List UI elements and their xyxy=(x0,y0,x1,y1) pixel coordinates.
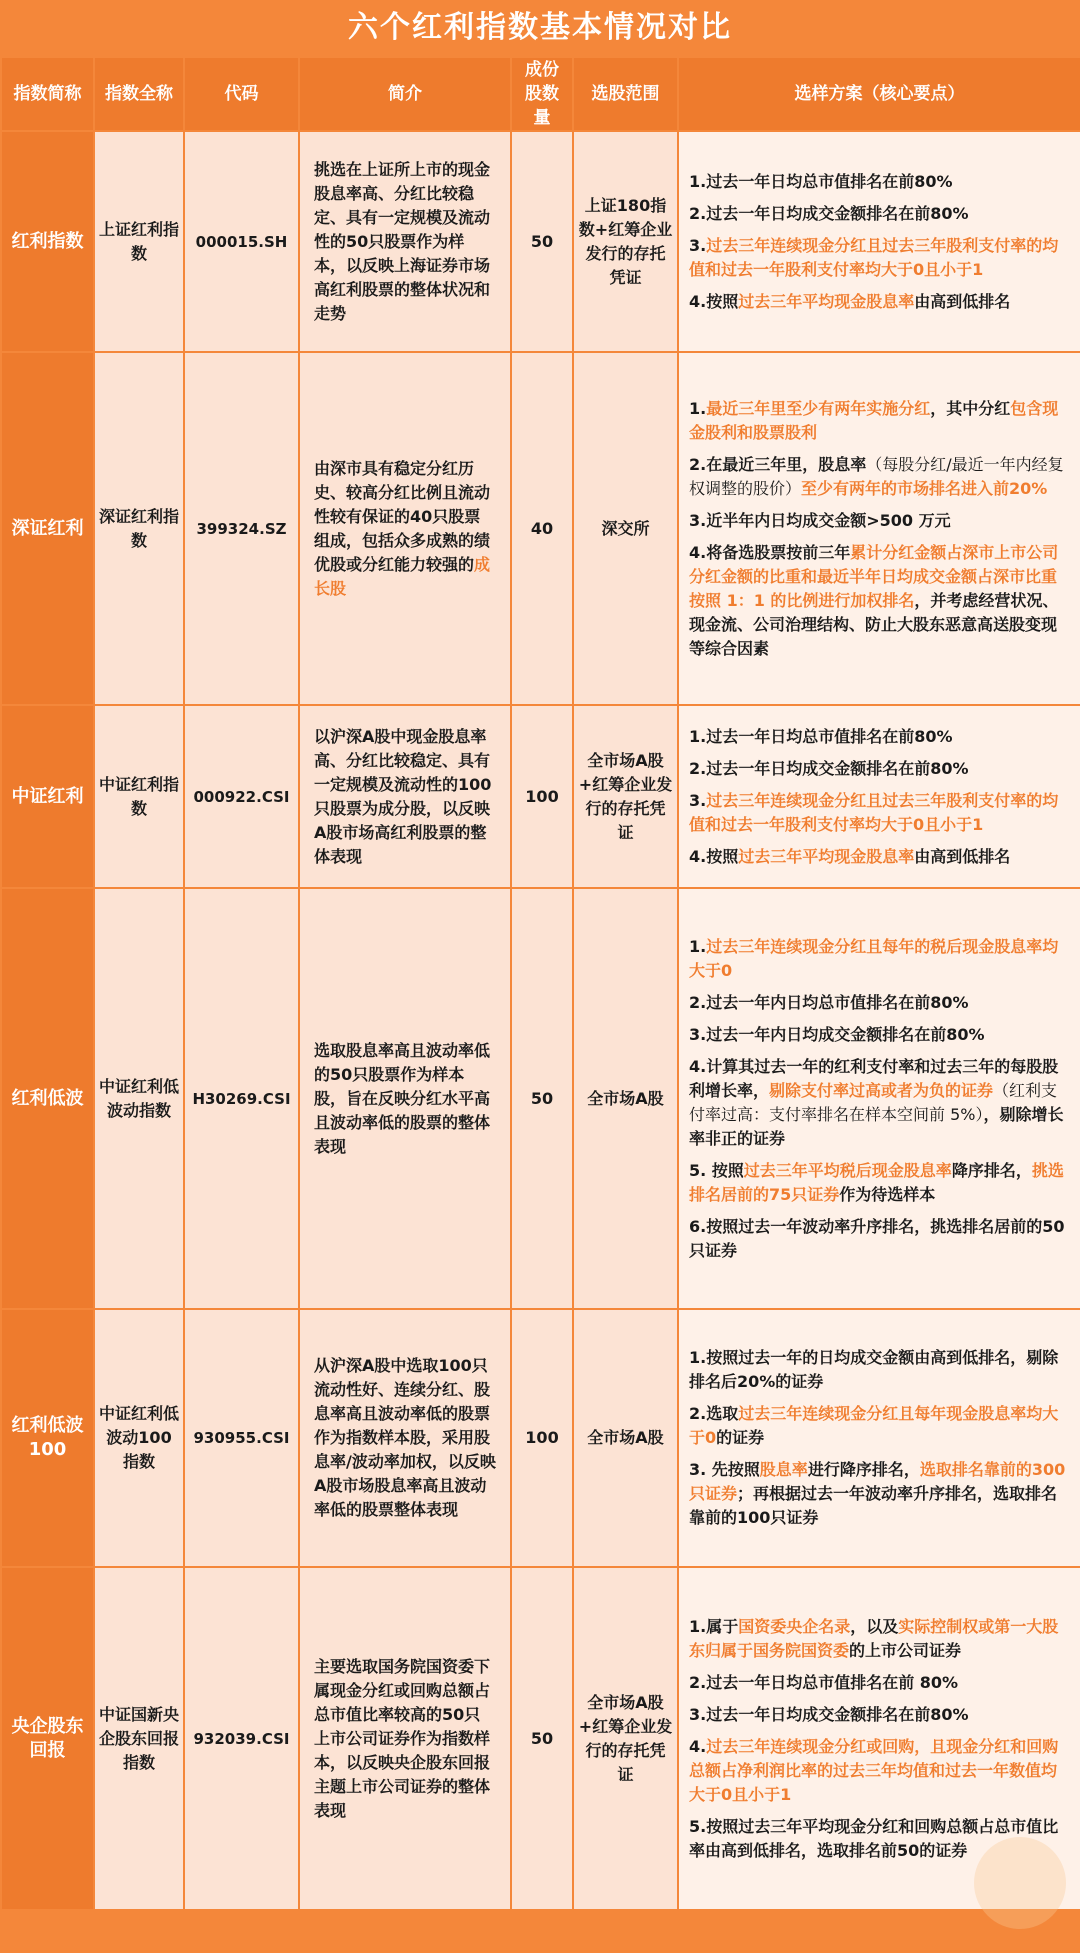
index-short-name: 央企股东回报 xyxy=(2,1568,93,1909)
plan-segment: 过去三年平均税后现金股息率 xyxy=(743,1160,952,1180)
table-row xyxy=(2,353,1080,704)
plan-segment: ，并考虑经营状况、现金流、公司治理结构、防止大股东恶意高送股变现等综合因素 xyxy=(689,590,1059,658)
plan-segment: 作为待选样本 xyxy=(839,1184,936,1204)
plan-item xyxy=(689,290,1072,314)
index-full-name: 深证红利指数 xyxy=(95,353,183,704)
plan-segment: 国资委央企名录 xyxy=(738,1616,851,1636)
plan-segment: ；再根据过去一年波动率升序排名，选取排名靠前的100只证券 xyxy=(689,1484,1058,1527)
plan-item xyxy=(689,397,1072,445)
plan-segment: 过去三年平均现金股息率 xyxy=(738,846,915,866)
plan-item xyxy=(689,1159,1072,1207)
plan-segment: 1.属于 xyxy=(689,1616,739,1636)
selection-scope: 全市场A股+红筹企业发行的存托凭证 xyxy=(574,706,677,887)
header-code: 代码 xyxy=(185,58,298,130)
plan-item xyxy=(689,1703,1072,1727)
plan-segment: 过去三年连续现金分红且过去三年股利支付率的均值和过去一年股利支付率均大于0且小于1 xyxy=(689,790,1059,834)
plan-segment: 包含现金股利和股票股利 xyxy=(689,398,1059,442)
plan-item xyxy=(689,170,1072,194)
plan-item xyxy=(689,1055,1072,1151)
plan-segment: 3.过去一年内日均成交金额排名在前80% xyxy=(689,1024,985,1044)
index-intro: 主要选取国务院国资委下属现金分红或回购总额占总市值比率较高的50只上市公司证券作为指数样本，以反映央企股东回报主题上市公司证券的整体表现 xyxy=(300,1568,510,1909)
plan-segment: 2.过去一年日均成交金额排名在前80% xyxy=(689,203,969,223)
table-row xyxy=(2,132,1080,351)
plan-segment: 进行降序排名， xyxy=(807,1460,920,1479)
selection-plan xyxy=(679,889,1080,1308)
index-full-name: 上证红利指数 xyxy=(95,132,183,351)
header-intro: 简介 xyxy=(300,58,510,130)
constituent-count: 100 xyxy=(512,706,572,887)
plan-segment: 剔除支付率过高或者为负的证券 xyxy=(769,1080,994,1100)
header-plan: 选样方案（核心要点） xyxy=(679,58,1080,130)
index-full-name: 中证国新央企股东回报指数 xyxy=(95,1568,183,1909)
selection-plan xyxy=(679,1310,1080,1566)
index-code: 932039.CSI xyxy=(185,1568,298,1909)
plan-segment: 1.过去一年日均总市值排名在前80% xyxy=(689,726,953,746)
plan-segment: 3. xyxy=(689,790,707,810)
plan-item xyxy=(689,509,1072,533)
plan-segment: 4.将备选股票按前三年 xyxy=(689,542,851,562)
plan-segment: 过去三年连续现金分红且每年现金股息率均大于0 xyxy=(689,1404,1059,1447)
page-title: 六个红利指数基本情况对比 xyxy=(348,10,732,45)
selection-scope: 深交所 xyxy=(574,353,677,704)
plan-item xyxy=(689,1346,1072,1394)
plan-item xyxy=(689,991,1072,1015)
plan-item xyxy=(689,1615,1072,1663)
constituent-count: 50 xyxy=(512,132,572,351)
header-short-name: 指数简称 xyxy=(2,58,93,130)
plan-segment: 4. xyxy=(689,1736,707,1756)
index-short-name: 红利低波100 xyxy=(2,1310,93,1566)
plan-item xyxy=(689,1671,1072,1695)
constituent-count: 50 xyxy=(512,1568,572,1909)
plan-segment: 过去三年连续现金分红且过去三年股利支付率的均值和过去一年股利支付率均大于0且小于1 xyxy=(689,235,1059,279)
index-intro xyxy=(300,353,510,704)
plan-segment: （红利支付率过高：支付率排名在样本空间前 5%） xyxy=(689,1080,1058,1124)
constituent-count: 100 xyxy=(512,1310,572,1566)
plan-item xyxy=(689,234,1072,282)
selection-plan xyxy=(679,132,1080,351)
plan-segment: 2.过去一年内日均总市值排名在前80% xyxy=(689,992,969,1012)
selection-scope: 全市场A股 xyxy=(574,1310,677,1566)
plan-segment: 3.近半年内日均成交金额>500 万元 xyxy=(689,510,951,530)
index-code: 930955.CSI xyxy=(185,1310,298,1566)
plan-segment: 5. 按照 xyxy=(689,1160,744,1180)
index-short-name: 中证红利 xyxy=(2,706,93,887)
plan-segment: 1. xyxy=(689,936,707,956)
plan-segment: 6.按照过去一年波动率升序排名，挑选排名居前的50只证券 xyxy=(689,1216,1065,1260)
index-short-name: 红利低波 xyxy=(2,889,93,1308)
plan-segment: 4.按照 xyxy=(689,846,739,866)
plan-segment: ，剔除增长率非正的证券 xyxy=(689,1104,1064,1148)
plan-segment: 过去三年连续现金分红或回购，且现金分红和回购总额占净利润比率的过去三年均值和过去一年数值均大于0且小于1 xyxy=(689,1736,1059,1804)
plan-segment: ，其中分红 xyxy=(930,398,1011,418)
index-full-name: 中证红利指数 xyxy=(95,706,183,887)
plan-item xyxy=(689,1023,1072,1047)
table-row xyxy=(2,1310,1080,1566)
plan-item xyxy=(689,541,1072,661)
header-scope: 选股范围 xyxy=(574,58,677,130)
plan-segment: 2.过去一年日均成交金额排名在前80% xyxy=(689,758,969,778)
table-row xyxy=(2,1568,1080,1909)
selection-scope: 全市场A股+红筹企业发行的存托凭证 xyxy=(574,1568,677,1909)
header-count: 成份股数量 xyxy=(512,58,572,130)
plan-item xyxy=(689,1402,1072,1450)
intro-segment: 成长股 xyxy=(314,554,491,598)
constituent-count: 40 xyxy=(512,353,572,704)
table-row xyxy=(2,889,1080,1308)
plan-segment: 3.过去一年日均成交金额排名在前80% xyxy=(689,1704,969,1724)
index-full-name: 中证红利低波动100指数 xyxy=(95,1310,183,1566)
plan-segment: 的上市公司证券 xyxy=(849,1640,962,1660)
plan-segment: 2.选取 xyxy=(689,1404,739,1423)
plan-segment: 4.计算其过去一年的红利支付率和过去三年的每股股利增长率， xyxy=(689,1056,1059,1100)
index-intro: 以沪深A股中现金股息率高、分红比较稳定、具有一定规模及流动性的100只股票为成分股，以反映A股市场高红利股票的整体表现 xyxy=(300,706,510,887)
plan-segment: 累计分红金额占深市上市公司分红金额的比重 xyxy=(689,542,1059,586)
comparison-table xyxy=(0,56,1080,1911)
index-intro: 选取股息率高且波动率低的50只股票作为样本股，旨在反映分红水平高且波动率低的股票的整体表现 xyxy=(300,889,510,1308)
plan-segment: 1.过去一年日均总市值排名在前80% xyxy=(689,171,953,191)
plan-item xyxy=(689,725,1072,749)
index-intro: 从沪深A股中选取100只流动性好、连续分红、股息率高且波动率低的股票作为指数样本股，采用股息率/波动率加权，以反映A股市场股息率高且波动率低的股票整体表现 xyxy=(300,1310,510,1566)
plan-segment: 过去三年平均现金股息率 xyxy=(738,291,915,311)
constituent-count: 50 xyxy=(512,889,572,1308)
plan-segment: 最近三年里至少有两年实施分红 xyxy=(706,398,931,418)
plan-segment: 过去三年连续现金分红且每年的税后现金股息率均大于0 xyxy=(689,936,1059,980)
header-full-name: 指数全称 xyxy=(95,58,183,130)
plan-segment: 5.按照过去三年平均现金分红和回购总额占总市值比率由高到低排名，选取排名前50的证券 xyxy=(689,1816,1059,1860)
plan-item xyxy=(689,789,1072,837)
index-full-name: 中证红利低波动指数 xyxy=(95,889,183,1308)
plan-segment: 2.在最近三年里，股息率 xyxy=(689,454,867,474)
header-row xyxy=(2,58,1080,130)
plan-item xyxy=(689,202,1072,226)
plan-segment: 至少有两年的市场排名进入前20% xyxy=(801,478,1048,498)
plan-segment: 2.过去一年日均总市值排名在前 80% xyxy=(689,1672,959,1692)
plan-segment: 挑选排名居前的75只证券 xyxy=(689,1160,1064,1204)
plan-segment: 选取排名靠前的300只证券 xyxy=(689,1460,1066,1503)
plan-item xyxy=(689,757,1072,781)
plan-segment: 的证券 xyxy=(716,1428,765,1447)
plan-item xyxy=(689,845,1072,869)
selection-plan xyxy=(679,1568,1080,1909)
selection-scope: 上证180指数+红筹企业发行的存托凭证 xyxy=(574,132,677,351)
plan-item xyxy=(689,1815,1072,1863)
index-code: 000922.CSI xyxy=(185,706,298,887)
plan-segment: 3. xyxy=(689,235,707,255)
index-intro: 挑选在上证所上市的现金股息率高、分红比较稳定、具有一定规模及流动性的50只股票作为样本，以反映上海证券市场高红利股票的整体状况和走势 xyxy=(300,132,510,351)
plan-item xyxy=(689,1735,1072,1807)
plan-segment: ，以及 xyxy=(850,1616,899,1636)
plan-item xyxy=(689,935,1072,983)
plan-segment: 降序排名， xyxy=(951,1160,1032,1180)
plan-segment: （每股分红/最近一年内经复权调整的股价） xyxy=(689,454,1064,498)
selection-plan xyxy=(679,706,1080,887)
index-code: 399324.SZ xyxy=(185,353,298,704)
plan-segment: 由高到低排名 xyxy=(914,846,1011,866)
table-row xyxy=(2,706,1080,887)
intro-segment: 由深市具有稳定分红历史、较高分红比例且流动性较有保证的40只股票组成，包括众多成熟的绩优股或分红能力较强的 xyxy=(314,458,491,574)
plan-item xyxy=(689,1215,1072,1263)
selection-plan xyxy=(679,353,1080,704)
index-code: 000015.SH xyxy=(185,132,298,351)
index-short-name: 红利指数 xyxy=(2,132,93,351)
plan-segment: 4.按照 xyxy=(689,291,739,311)
plan-segment: 股息率 xyxy=(759,1460,808,1479)
plan-segment: 和最近半年日均成交金额占深市比重按照 1：1 的比例进行加权排名 xyxy=(689,566,1058,610)
plan-item xyxy=(689,453,1072,501)
plan-segment: 3. 先按照 xyxy=(689,1460,760,1479)
selection-scope: 全市场A股 xyxy=(574,889,677,1308)
plan-segment: 1. xyxy=(689,398,707,418)
index-code: H30269.CSI xyxy=(185,889,298,1308)
plan-item xyxy=(689,1458,1072,1530)
plan-segment: 实际控制权或第一大股东归属于国务院国资委 xyxy=(689,1616,1059,1660)
plan-segment: 1.按照过去一年的日均成交金额由高到低排名，剔除排名后20%的证券 xyxy=(689,1348,1059,1391)
index-short-name: 深证红利 xyxy=(2,353,93,704)
plan-segment: 由高到低排名 xyxy=(914,291,1011,311)
